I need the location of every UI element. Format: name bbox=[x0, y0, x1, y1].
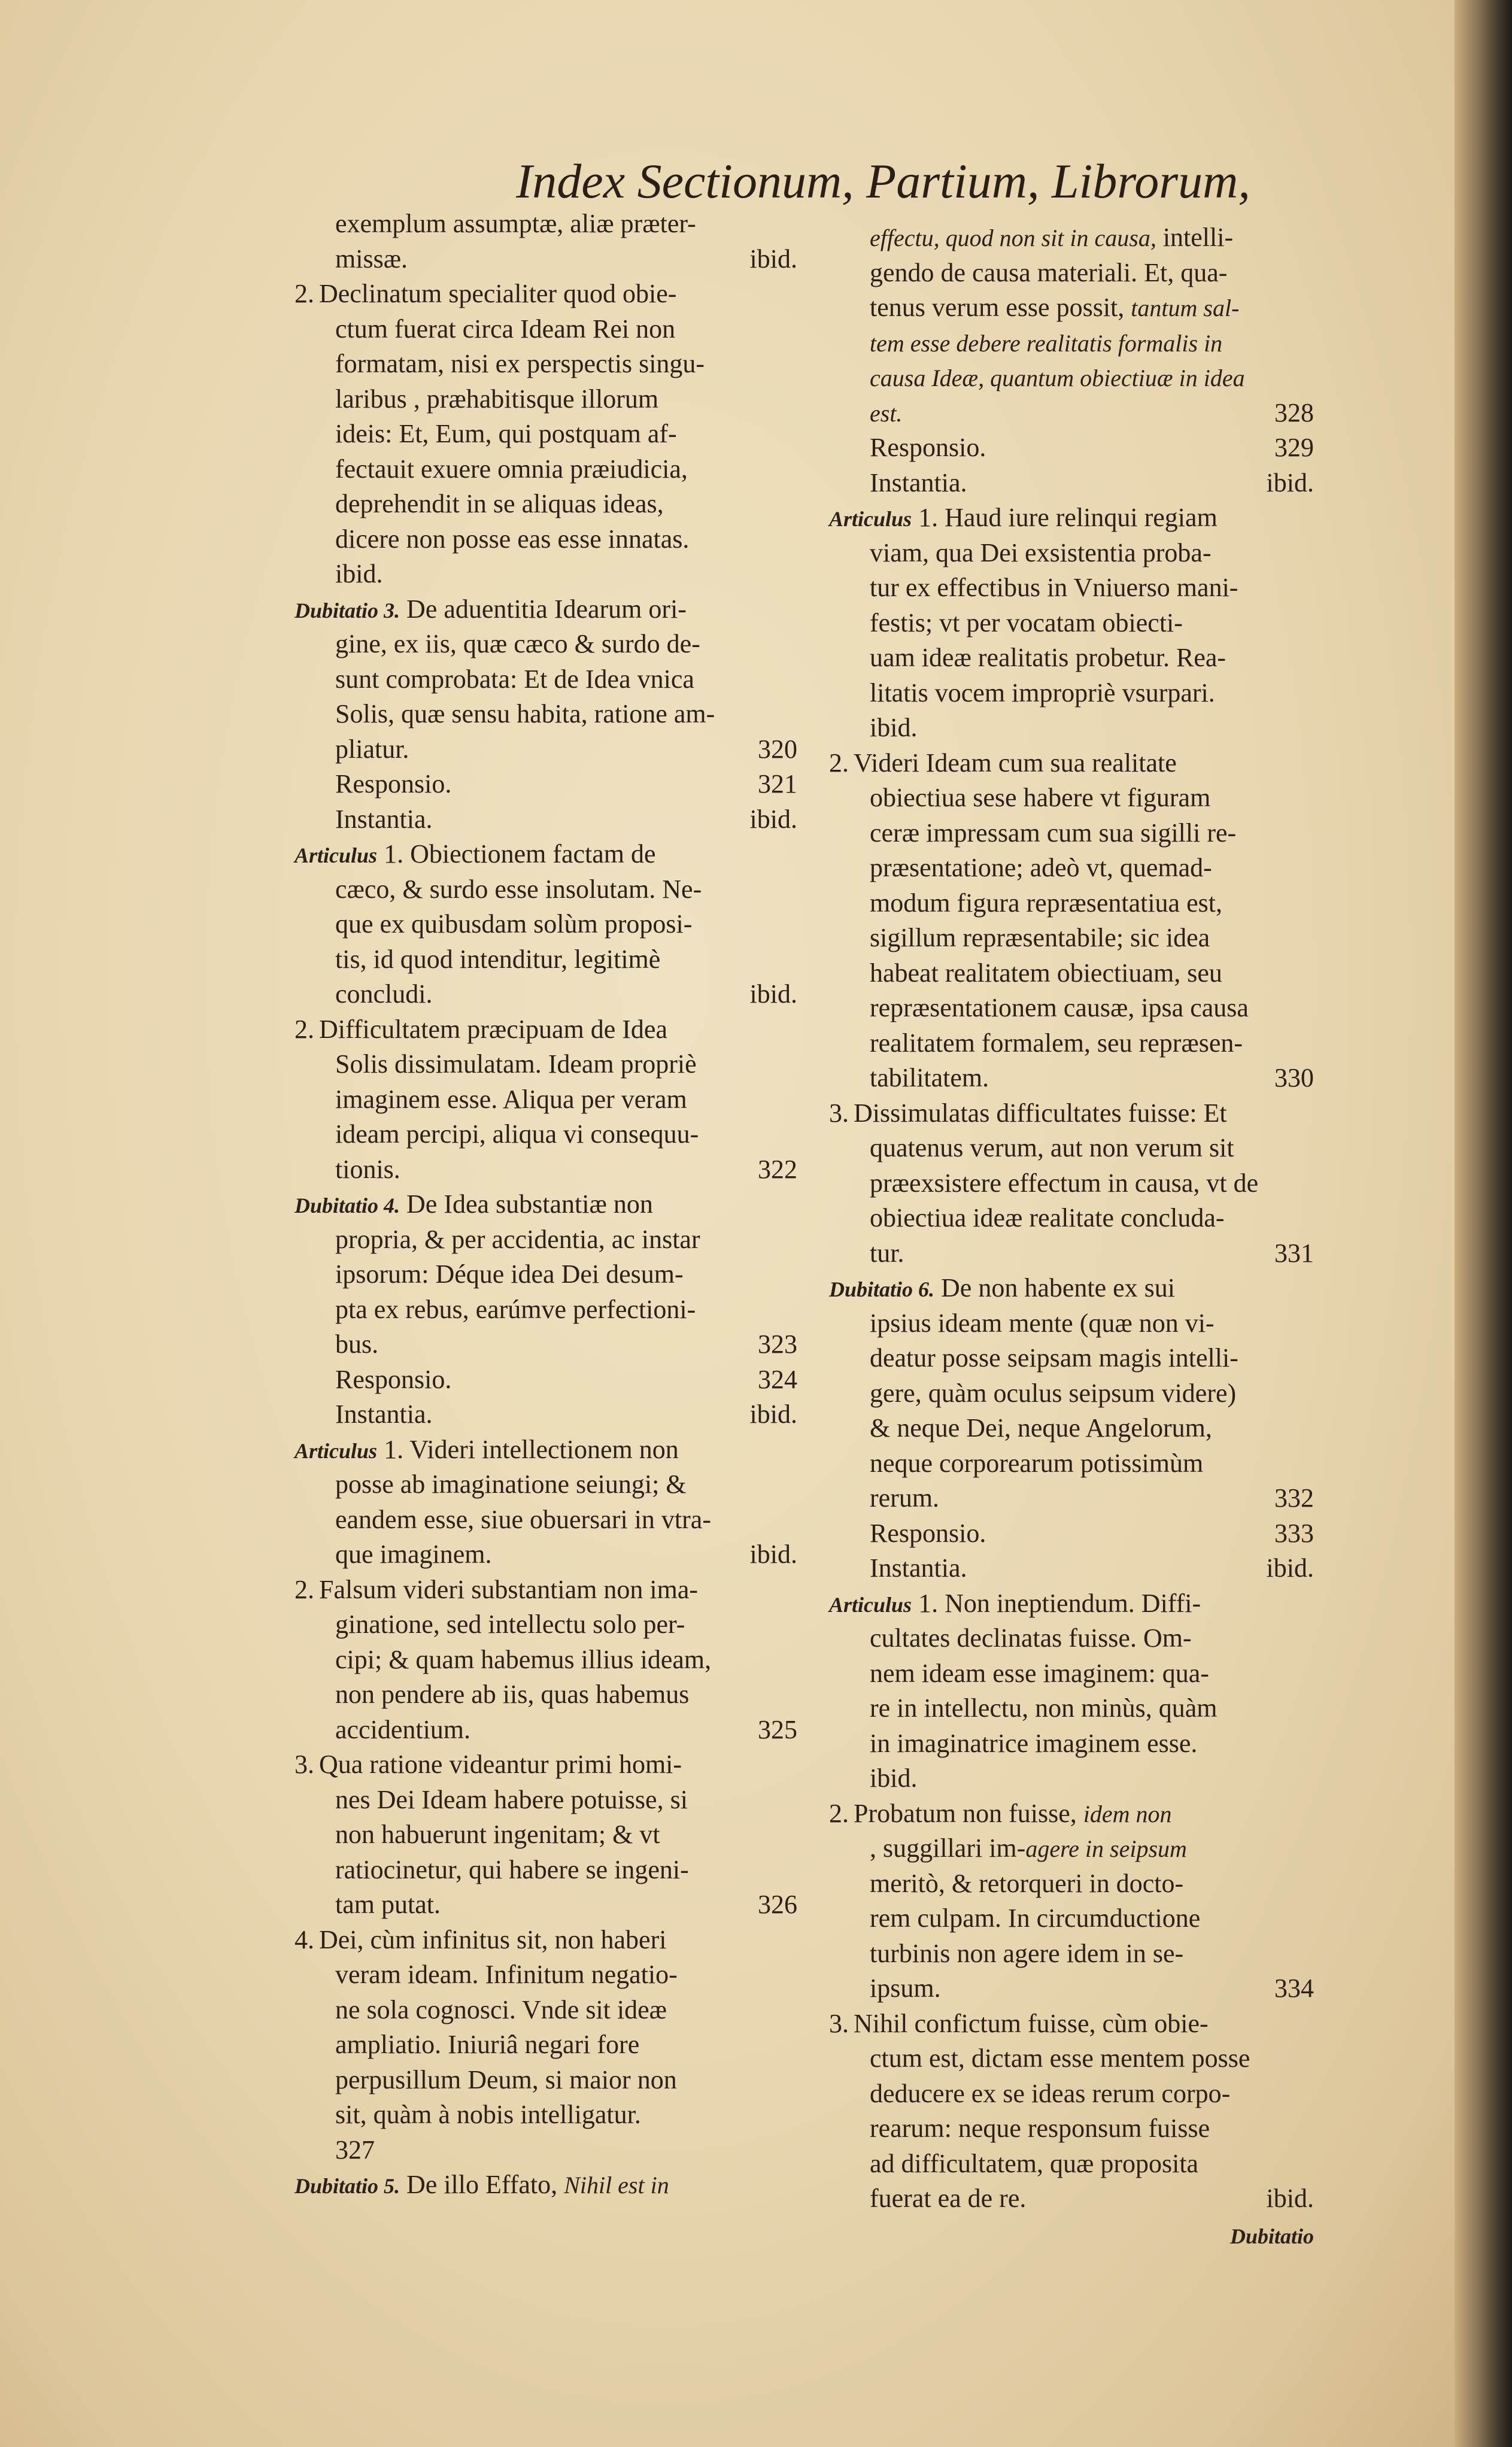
page-reference: ibid. bbox=[749, 244, 797, 274]
index-line bbox=[829, 816, 1314, 851]
entry-text: 1. Haud iure relinqui regiam bbox=[918, 503, 1218, 532]
entry-label: Dubitatio 5. bbox=[294, 2174, 400, 2198]
index-line bbox=[829, 1516, 1314, 1552]
entry-text: deducere ex se ideas rerum corpo- bbox=[870, 2078, 1231, 2108]
index-line bbox=[829, 1691, 1314, 1726]
entry-text: ideis: Et, Eum, qui postquam af- bbox=[335, 419, 677, 448]
index-line bbox=[829, 360, 1314, 396]
page-reference: ibid. bbox=[1266, 2184, 1314, 2213]
italic-text: idem non bbox=[1083, 1800, 1172, 1827]
index-line bbox=[294, 1572, 797, 1608]
entry-text: cæco, & surdo esse insolutam. Ne- bbox=[335, 874, 702, 904]
index-line bbox=[829, 781, 1314, 816]
italic-text: effectu, quod non sit in causa, bbox=[870, 224, 1156, 251]
entry-text: ibid. bbox=[335, 559, 383, 588]
index-line bbox=[294, 1397, 797, 1432]
index-line bbox=[294, 977, 797, 1012]
index-line bbox=[829, 991, 1314, 1026]
index-line bbox=[829, 711, 1314, 746]
entry-text: 327 bbox=[335, 2135, 375, 2164]
entry-text: re in intellectu, non minùs, quàm bbox=[870, 1693, 1218, 1723]
index-line bbox=[294, 1362, 797, 1398]
page-reference: ibid. bbox=[749, 979, 797, 1009]
italic-text: causa Ideæ, quantum obiectiuæ in idea bbox=[870, 365, 1245, 391]
entry-text: formatam, nisi ex perspectis singu- bbox=[335, 349, 705, 378]
entry-text: eandem esse, siue obuersari in vtra- bbox=[335, 1504, 711, 1534]
index-line bbox=[294, 662, 797, 697]
left-column bbox=[294, 207, 797, 2203]
index-line bbox=[294, 1257, 797, 1292]
page-reference: 323 bbox=[758, 1329, 797, 1359]
italic-text: tantum sal- bbox=[1131, 295, 1240, 321]
entry-number: 2. bbox=[294, 1574, 314, 1604]
index-line bbox=[829, 2041, 1314, 2076]
entry-text: deatur posse seipsam magis intelli- bbox=[870, 1343, 1238, 1373]
index-line bbox=[829, 1236, 1314, 1271]
entry-text: tabilitatem. bbox=[870, 1063, 989, 1092]
entry-text: pliatur. bbox=[335, 734, 409, 764]
index-line bbox=[294, 1887, 797, 1923]
index-line bbox=[829, 1376, 1314, 1411]
entry-number: 4. bbox=[294, 1924, 314, 1954]
index-line bbox=[829, 886, 1314, 921]
index-line bbox=[829, 570, 1314, 606]
index-line bbox=[829, 1201, 1314, 1236]
entry-text: ipsius ideam mente (quæ non vi- bbox=[870, 1308, 1215, 1338]
entry-number: 2. bbox=[829, 748, 849, 778]
index-line bbox=[829, 1166, 1314, 1201]
index-line bbox=[294, 1783, 797, 1818]
index-line bbox=[829, 1341, 1314, 1376]
entry-text: ginatione, sed intellectu solo per- bbox=[335, 1610, 685, 1639]
entry-number: 2. bbox=[829, 1798, 849, 1828]
entry-text: rerum. bbox=[870, 1483, 940, 1513]
entry-label: Articulus bbox=[829, 1592, 912, 1617]
index-line bbox=[294, 1817, 797, 1853]
entry-text: fectauit exuere omnia præiudicia, bbox=[335, 454, 688, 484]
entry-text: laribus , præhabitisque illorum bbox=[335, 384, 659, 414]
index-line bbox=[829, 1481, 1314, 1516]
entry-text: præexsistere effectum in causa, vt de bbox=[870, 1168, 1259, 1198]
entry-text: ctum fuerat circa Ideam Rei non bbox=[335, 314, 676, 344]
index-line bbox=[294, 697, 797, 732]
entry-text: imaginem esse. Aliqua per veram bbox=[335, 1084, 687, 1114]
page-reference: 321 bbox=[758, 769, 797, 799]
page-reference: 330 bbox=[1274, 1063, 1314, 1092]
index-line bbox=[829, 1411, 1314, 1446]
index-line bbox=[294, 522, 797, 557]
entry-text: Falsum videri substantiam non ima- bbox=[319, 1574, 699, 1604]
index-line bbox=[294, 802, 797, 837]
italic-text: est. bbox=[870, 399, 903, 427]
index-line bbox=[294, 767, 797, 802]
index-line bbox=[294, 1923, 797, 1958]
index-line bbox=[294, 592, 797, 627]
entry-label: Articulus bbox=[294, 843, 378, 867]
index-line bbox=[294, 1502, 797, 1538]
index-line bbox=[829, 1656, 1314, 1692]
italic-text: tem esse debere realitatis formalis in bbox=[870, 329, 1223, 357]
index-line bbox=[829, 220, 1314, 256]
index-line bbox=[829, 2147, 1314, 2182]
index-line bbox=[294, 2167, 797, 2203]
index-line bbox=[294, 1082, 797, 1118]
index-line bbox=[294, 942, 797, 977]
entry-text: Instantia. bbox=[335, 1399, 433, 1429]
index-line bbox=[294, 1993, 797, 2028]
index-line bbox=[294, 242, 797, 277]
index-line bbox=[294, 1643, 797, 1678]
entry-text: non habuerunt ingenitam; & vt bbox=[335, 1820, 660, 1849]
index-line bbox=[294, 1677, 797, 1713]
entry-text: veram ideam. Infinitum negatio- bbox=[335, 1960, 678, 1989]
index-line bbox=[829, 1551, 1314, 1586]
index-line bbox=[829, 676, 1314, 711]
index-line bbox=[829, 326, 1314, 361]
page-reference: 333 bbox=[1274, 1518, 1314, 1548]
entry-text: ipsorum: Déque idea Dei desum- bbox=[335, 1259, 684, 1289]
index-line bbox=[294, 907, 797, 942]
entry-text: Solis, quæ sensu habita, ratione am- bbox=[335, 699, 715, 728]
entry-number: 2. bbox=[294, 1014, 314, 1044]
entry-text: ad difficultatem, quæ proposita bbox=[870, 2148, 1199, 2178]
index-line bbox=[829, 536, 1314, 571]
entry-text: præsentatione; adeò vt, quemad- bbox=[870, 853, 1212, 882]
entry-text: Dissimulatas difficultates fuisse: Et bbox=[854, 1098, 1227, 1128]
entry-text: exemplum assumptæ, aliæ præter- bbox=[335, 209, 696, 238]
entry-text: realitatem formalem, seu repræsen- bbox=[870, 1028, 1243, 1058]
page-reference: ibid. bbox=[749, 1540, 797, 1569]
page-reference: 326 bbox=[758, 1890, 797, 1919]
index-line bbox=[294, 1607, 797, 1643]
index-line bbox=[294, 382, 797, 417]
entry-text: ampliatio. Iniuriâ negari fore bbox=[335, 2030, 640, 2059]
entry-text: ipsum. bbox=[870, 1974, 941, 2003]
entry-text: Difficultatem præcipuam de Idea bbox=[319, 1014, 667, 1044]
entry-text: De aduentitia Idearum ori- bbox=[406, 594, 687, 624]
index-line bbox=[294, 1152, 797, 1188]
entry-text: sunt comprobata: Et de Idea vnica bbox=[335, 664, 694, 694]
index-line bbox=[829, 1306, 1314, 1341]
entry-text: sigillum repræsentabile; sic idea bbox=[870, 923, 1210, 952]
entry-text: cipi; & quam habemus illius ideam, bbox=[335, 1644, 712, 1674]
entry-text: nem ideam esse imaginem: qua- bbox=[870, 1658, 1209, 1688]
index-line bbox=[294, 1853, 797, 1888]
entry-text: ratiocinetur, qui habere se ingeni- bbox=[335, 1854, 689, 1884]
index-line bbox=[829, 1761, 1314, 1796]
entry-text: Probatum non fuisse, bbox=[854, 1798, 1083, 1828]
index-line bbox=[294, 2133, 797, 2168]
entry-text: Nihil confictum fuisse, cùm obie- bbox=[854, 2008, 1209, 2038]
entry-text: repræsentationem causæ, ipsa causa bbox=[870, 993, 1249, 1022]
index-line bbox=[294, 347, 797, 382]
entry-text: Responsio. bbox=[870, 433, 986, 462]
page-reference: 320 bbox=[758, 734, 797, 764]
entry-text: cultates declinatas fuisse. Om- bbox=[870, 1623, 1192, 1653]
entry-text: tis, id quod intenditur, legitimè bbox=[335, 944, 661, 974]
entry-text: Qua ratione videantur primi homi- bbox=[319, 1750, 682, 1779]
index-line bbox=[829, 1901, 1314, 1936]
entry-text: que ex quibusdam solùm proposi- bbox=[335, 909, 693, 939]
index-line bbox=[829, 1971, 1314, 2006]
index-line bbox=[294, 1432, 797, 1468]
entry-text: rearum: neque responsum fuisse bbox=[870, 2114, 1210, 2143]
entry-text: viam, qua Dei exsistentia proba- bbox=[870, 538, 1212, 567]
index-line bbox=[829, 1026, 1314, 1061]
entry-text: deprehendit in se aliquas ideas, bbox=[335, 489, 664, 518]
entry-text: De illo Effato, bbox=[406, 2170, 564, 2199]
entry-label: Dubitatio 4. bbox=[294, 1194, 400, 1218]
index-line bbox=[294, 1292, 797, 1328]
entry-text: Responsio. bbox=[335, 769, 452, 799]
entry-text: De non habente ex sui bbox=[941, 1273, 1176, 1303]
entry-text: intelli- bbox=[1156, 223, 1234, 252]
index-line bbox=[829, 1796, 1314, 1832]
entry-number: 3. bbox=[829, 2008, 849, 2038]
entry-text: concludi. bbox=[335, 979, 433, 1009]
index-line bbox=[829, 430, 1314, 466]
index-line bbox=[294, 872, 797, 907]
index-line bbox=[294, 312, 797, 347]
right-column bbox=[829, 220, 1314, 2249]
entry-text: tionis. bbox=[335, 1154, 400, 1184]
entry-text: Solis dissimulatam. Ideam propriè bbox=[335, 1049, 697, 1079]
index-line bbox=[829, 1131, 1314, 1166]
entry-text: Responsio. bbox=[335, 1364, 452, 1394]
entry-label: Articulus bbox=[829, 507, 912, 531]
page-reference: 334 bbox=[1274, 1974, 1314, 2003]
index-line bbox=[829, 2111, 1314, 2147]
entry-text: Responsio. bbox=[870, 1518, 986, 1548]
index-line bbox=[829, 1061, 1314, 1096]
entry-text: Declinatum specialiter quod obie- bbox=[319, 279, 677, 308]
page-reference: ibid. bbox=[749, 804, 797, 834]
index-line bbox=[829, 640, 1314, 676]
index-line bbox=[294, 452, 797, 487]
entry-label: Dubitatio 3. bbox=[294, 598, 400, 623]
page-reference: 332 bbox=[1274, 1483, 1314, 1513]
entry-text: Videri Ideam cum sua realitate bbox=[854, 748, 1177, 778]
index-line bbox=[294, 1467, 797, 1502]
entry-text: sit, quàm à nobis intelligatur. bbox=[335, 2100, 641, 2129]
index-line bbox=[294, 732, 797, 767]
entry-text: que imaginem. bbox=[335, 1540, 492, 1569]
catchword: Dubitatio bbox=[1229, 2224, 1314, 2248]
index-line bbox=[829, 290, 1314, 326]
entry-text: accidentium. bbox=[335, 1714, 471, 1744]
entry-text: meritò, & retorqueri in docto- bbox=[870, 1868, 1184, 1898]
entry-text: uam ideæ realitatis probetur. Rea- bbox=[870, 643, 1226, 672]
entry-number: 2. bbox=[294, 279, 314, 308]
entry-label: Articulus bbox=[294, 1438, 378, 1463]
entry-text: tam putat. bbox=[335, 1890, 441, 1919]
page-reference: ibid. bbox=[749, 1399, 797, 1429]
entry-text: Instantia. bbox=[870, 1553, 967, 1583]
index-line bbox=[294, 1187, 797, 1222]
entry-number: 3. bbox=[829, 1098, 849, 1128]
entry-text: ctum est, dictam esse mentem posse bbox=[870, 2044, 1250, 2073]
entry-text: obiectiua ideæ realitate concluda- bbox=[870, 1203, 1225, 1232]
entry-text: gine, ex iis, quæ cæco & surdo de- bbox=[335, 629, 700, 658]
entry-text: rem culpam. In circumductione bbox=[870, 1903, 1201, 1933]
running-header: Index Sectionum, Partium, Librorum, bbox=[516, 154, 1250, 208]
index-line bbox=[829, 2181, 1314, 2217]
entry-number: 3. bbox=[294, 1750, 314, 1779]
page-reference: 325 bbox=[758, 1714, 797, 1744]
entry-text: gere, quàm oculus seipsum videre) bbox=[870, 1378, 1237, 1408]
index-line bbox=[829, 1831, 1314, 1866]
index-line bbox=[829, 1726, 1314, 1762]
entry-text: dicere non posse eas esse innatas. bbox=[335, 524, 690, 554]
index-line bbox=[829, 606, 1314, 641]
index-line bbox=[294, 1537, 797, 1572]
entry-text: tur. bbox=[870, 1238, 904, 1268]
entry-text: bus. bbox=[335, 1329, 379, 1359]
index-line bbox=[829, 1936, 1314, 1972]
index-line bbox=[294, 1117, 797, 1152]
entry-text: tenus verum esse possit, bbox=[870, 293, 1131, 322]
entry-text: nes Dei Ideam habere potuisse, si bbox=[335, 1784, 688, 1814]
entry-text: ceræ impressam cum sua sigilli re- bbox=[870, 818, 1237, 848]
index-line bbox=[294, 1713, 797, 1748]
index-line bbox=[829, 1271, 1314, 1306]
index-line bbox=[829, 1621, 1314, 1656]
entry-text: pta ex rebus, earúmve perfectioni- bbox=[335, 1294, 696, 1324]
index-line bbox=[294, 207, 797, 242]
entry-text: propria, & per accidentia, ac instar bbox=[335, 1224, 700, 1254]
index-line bbox=[829, 466, 1314, 501]
entry-text: obiectiua sese habere vt figuram bbox=[870, 783, 1211, 812]
index-line bbox=[829, 746, 1314, 781]
entry-text: neque corporearum potissimùm bbox=[870, 1448, 1204, 1478]
entry-text: ne sola cognosci. Vnde sit ideæ bbox=[335, 1994, 667, 2024]
entry-text: missæ. bbox=[335, 244, 408, 274]
index-line bbox=[829, 1446, 1314, 1481]
index-line bbox=[294, 2097, 797, 2133]
entry-text: 1. Non ineptiendum. Diffi- bbox=[918, 1588, 1201, 1618]
page-reference: 324 bbox=[758, 1364, 797, 1394]
index-line bbox=[294, 627, 797, 662]
index-line bbox=[829, 500, 1314, 536]
page-reference: 328 bbox=[1274, 397, 1314, 427]
entry-text: ibid. bbox=[870, 1763, 918, 1793]
italic-text: Nihil est in bbox=[564, 2172, 669, 2199]
page-reference: 322 bbox=[758, 1154, 797, 1184]
entry-text: litatis vocem impropriè vsurpari. bbox=[870, 678, 1215, 708]
index-line bbox=[294, 1327, 797, 1362]
index-line bbox=[829, 956, 1314, 991]
index-line bbox=[829, 1096, 1314, 1131]
entry-text: Dei, cùm infinitus sit, non haberi bbox=[319, 1924, 667, 1954]
entry-text: perpusillum Deum, si maior non bbox=[335, 2065, 677, 2094]
entry-text: , suggillari im- bbox=[870, 1833, 1026, 1863]
entry-text: tur ex effectibus in Vniuerso mani- bbox=[870, 573, 1238, 602]
index-line bbox=[829, 1866, 1314, 1902]
index-line bbox=[829, 256, 1314, 291]
entry-text: Instantia. bbox=[335, 804, 433, 834]
page-reference: 331 bbox=[1274, 1238, 1314, 1268]
entry-label: Dubitatio 6. bbox=[829, 1277, 935, 1301]
index-line bbox=[294, 1012, 797, 1048]
entry-text: non pendere ab iis, quas habemus bbox=[335, 1680, 690, 1709]
index-line bbox=[294, 1957, 797, 1993]
index-line bbox=[829, 2076, 1314, 2112]
index-line bbox=[294, 1047, 797, 1082]
index-line bbox=[294, 557, 797, 592]
index-line bbox=[294, 1747, 797, 1783]
page-reference: ibid. bbox=[1266, 1553, 1314, 1583]
index-line bbox=[294, 417, 797, 452]
entry-text: habeat realitatem obiectiuam, seu bbox=[870, 958, 1222, 988]
entry-text: modum figura repræsentatiua est, bbox=[870, 888, 1222, 918]
entry-text: & neque Dei, neque Angelorum, bbox=[870, 1413, 1212, 1443]
index-line bbox=[829, 921, 1314, 956]
entry-text: fuerat ea de re. bbox=[870, 2184, 1027, 2213]
index-line bbox=[294, 837, 797, 872]
entry-text: quatenus verum, aut non verum sit bbox=[870, 1133, 1234, 1162]
entry-text: in imaginatrice imaginem esse. bbox=[870, 1728, 1198, 1758]
index-line bbox=[294, 1222, 797, 1258]
index-line bbox=[294, 2027, 797, 2063]
entry-text: Instantia. bbox=[870, 467, 967, 497]
page-reference: ibid. bbox=[1266, 467, 1314, 497]
entry-text: 1. Videri intellectionem non bbox=[384, 1434, 679, 1464]
index-line bbox=[829, 851, 1314, 886]
page-reference: 329 bbox=[1274, 433, 1314, 462]
index-line bbox=[829, 2006, 1314, 2042]
entry-text: turbinis non agere idem in se- bbox=[870, 1938, 1184, 1968]
italic-text: agere in seipsum bbox=[1025, 1835, 1187, 1862]
binding-gutter bbox=[1455, 0, 1512, 2447]
entry-text: posse ab imaginatione seiungi; & bbox=[335, 1470, 687, 1499]
index-line bbox=[294, 277, 797, 312]
entry-text: ibid. bbox=[870, 713, 918, 742]
entry-text: gendo de causa materiali. Et, qua- bbox=[870, 257, 1228, 287]
index-line bbox=[294, 2063, 797, 2098]
index-line bbox=[829, 1586, 1314, 1622]
index-line bbox=[829, 396, 1314, 431]
entry-text: festis; vt per vocatam obiecti- bbox=[870, 608, 1183, 637]
entry-text: ideam percipi, aliqua vi consequu- bbox=[335, 1119, 699, 1149]
entry-text: De Idea substantiæ non bbox=[406, 1189, 653, 1219]
entry-text: 1. Obiectionem factam de bbox=[384, 839, 656, 869]
index-line bbox=[294, 487, 797, 522]
